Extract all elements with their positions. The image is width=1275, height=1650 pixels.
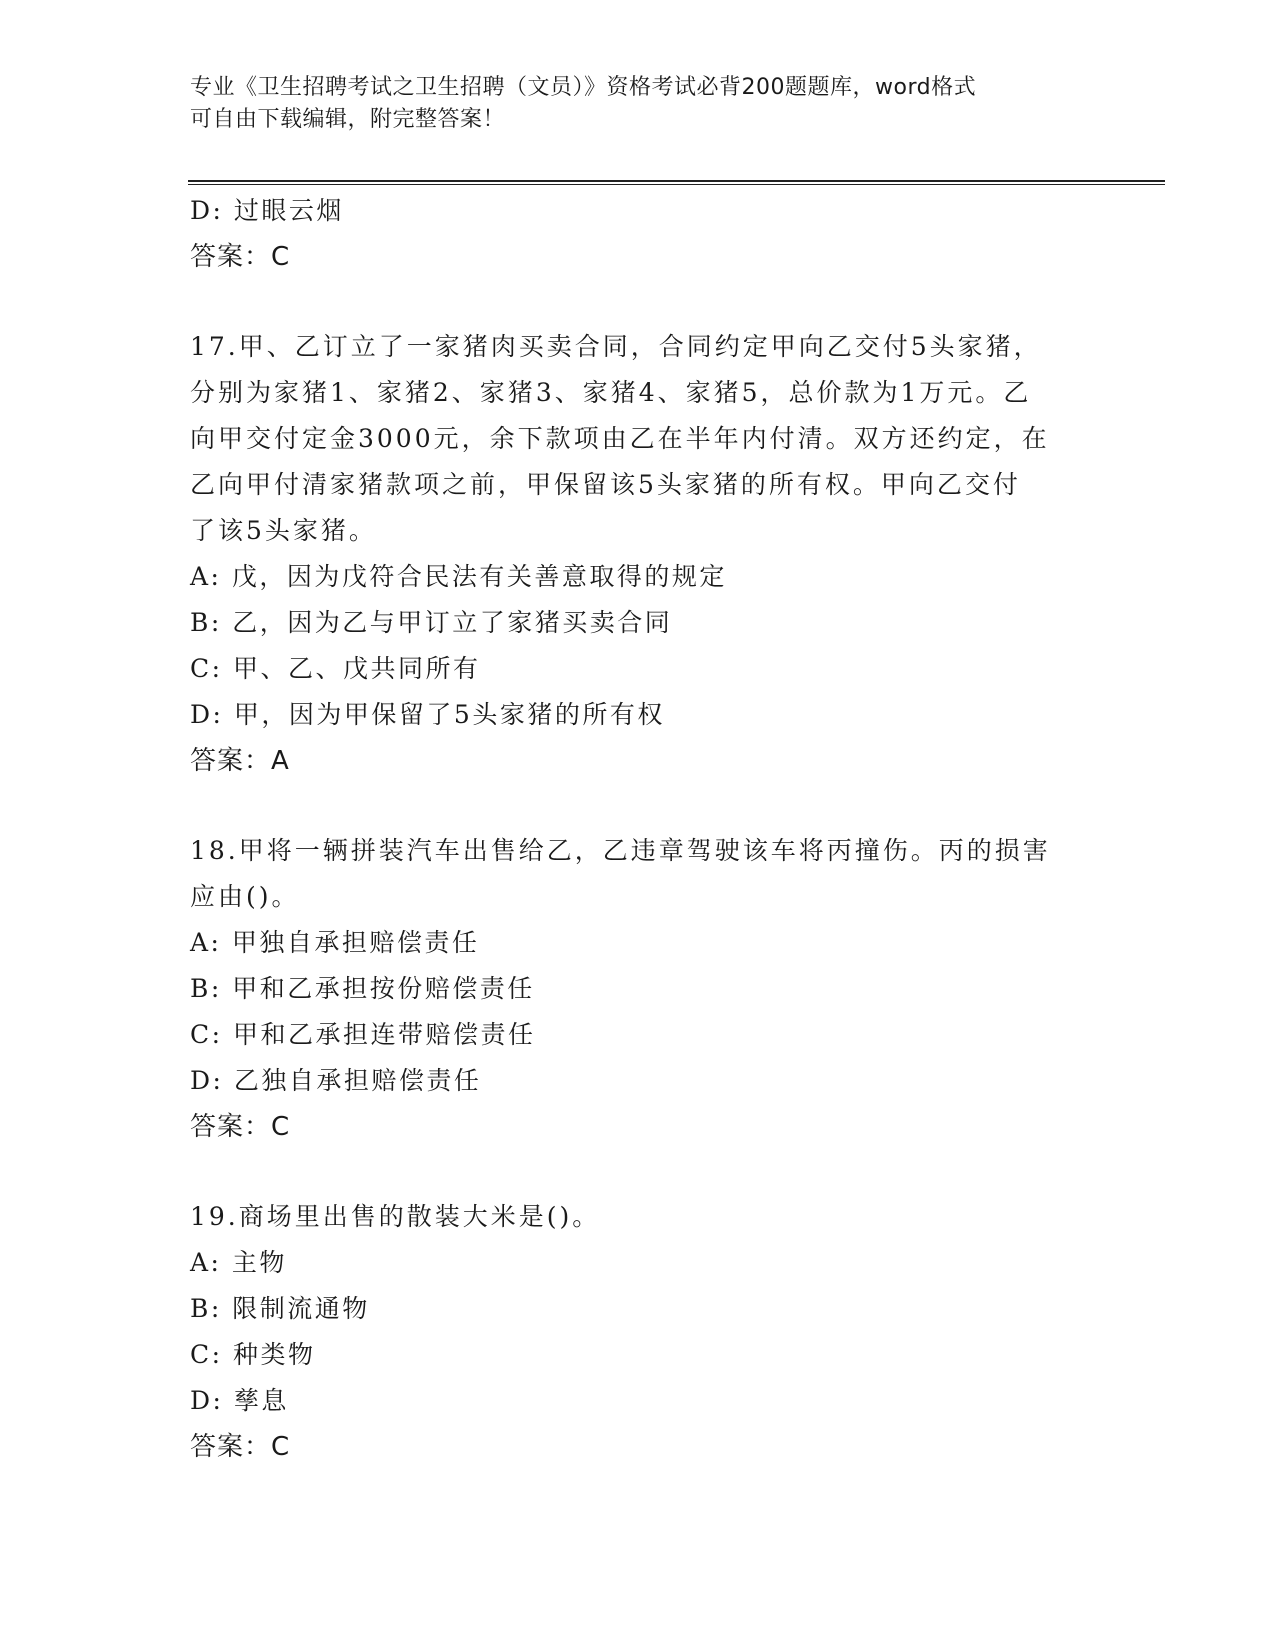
spacer [190, 1150, 1090, 1194]
q17-stem-line: 乙向甲付清家猪款项之前，甲保留该5头家猪的所有权。甲向乙交付 [190, 470, 1021, 499]
q19-stem-line: 19.商场里出售的散装大米是()。 [190, 1202, 601, 1231]
q17-option-b: B: 乙，因为乙与甲订立了家猪买卖合同 [190, 608, 673, 637]
q18-answer: 答案：C [190, 1112, 291, 1142]
q17-stem-line: 向甲交付定金3000元，余下款项由乙在半年内付清。双方还约定，在 [190, 424, 1050, 453]
q17-stem-line: 了该5头家猪。 [190, 516, 377, 545]
q17-answer: 答案：A [190, 746, 290, 776]
q18-option-b: B: 甲和乙承担按份赔偿责任 [190, 974, 535, 1003]
q19-option-a: A: 主物 [190, 1248, 287, 1277]
q17-stem-line: 分别为家猪1、家猪2、家猪3、家猪4、家猪5，总价款为1万元。乙 [190, 378, 1032, 407]
q19-option-c: C: 种类物 [190, 1340, 316, 1369]
q19-option-b: B: 限制流通物 [190, 1294, 370, 1323]
spacer [190, 784, 1090, 828]
header-divider [188, 180, 1165, 185]
header-title-line-1: 专业《卫生招聘考试之卫生招聘（文员）》资格考试必背200题题库，word格式 [190, 75, 977, 100]
question-content [190, 188, 1090, 1470]
q17-option-d: D: 甲，因为甲保留了5头家猪的所有权 [190, 700, 665, 729]
q18-stem [190, 828, 1090, 920]
q19-stem [190, 1194, 1090, 1240]
prev-answer: 答案：C [190, 242, 291, 272]
q17-option-a: A: 戊，因为戊符合民法有关善意取得的规定 [190, 562, 727, 591]
q18-option-c: C: 甲和乙承担连带赔偿责任 [190, 1020, 536, 1049]
q17-stem [190, 324, 1090, 554]
q17-option-c: C: 甲、乙、戊共同所有 [190, 654, 481, 683]
q18-stem-line: 应由()。 [190, 882, 300, 911]
q19-answer: 答案：C [190, 1432, 291, 1462]
q18-stem-line: 18.甲将一辆拼装汽车出售给乙，乙违章驾驶该车将丙撞伤。丙的损害 [190, 836, 1051, 865]
spacer [190, 280, 1090, 324]
q19-option-d: D: 孳息 [190, 1386, 289, 1415]
page-header [190, 72, 1090, 136]
q18-option-a: A: 甲独自承担赔偿责任 [190, 928, 480, 957]
header-title-line-2: 可自由下载编辑，附完整答案！ [190, 107, 506, 132]
prev-option-d: D: 过眼云烟 [190, 196, 344, 225]
q17-stem-line: 17.甲、乙订立了一家猪肉买卖合同，合同约定甲向乙交付5头家猪， [190, 332, 1042, 361]
q18-option-d: D: 乙独自承担赔偿责任 [190, 1066, 482, 1095]
